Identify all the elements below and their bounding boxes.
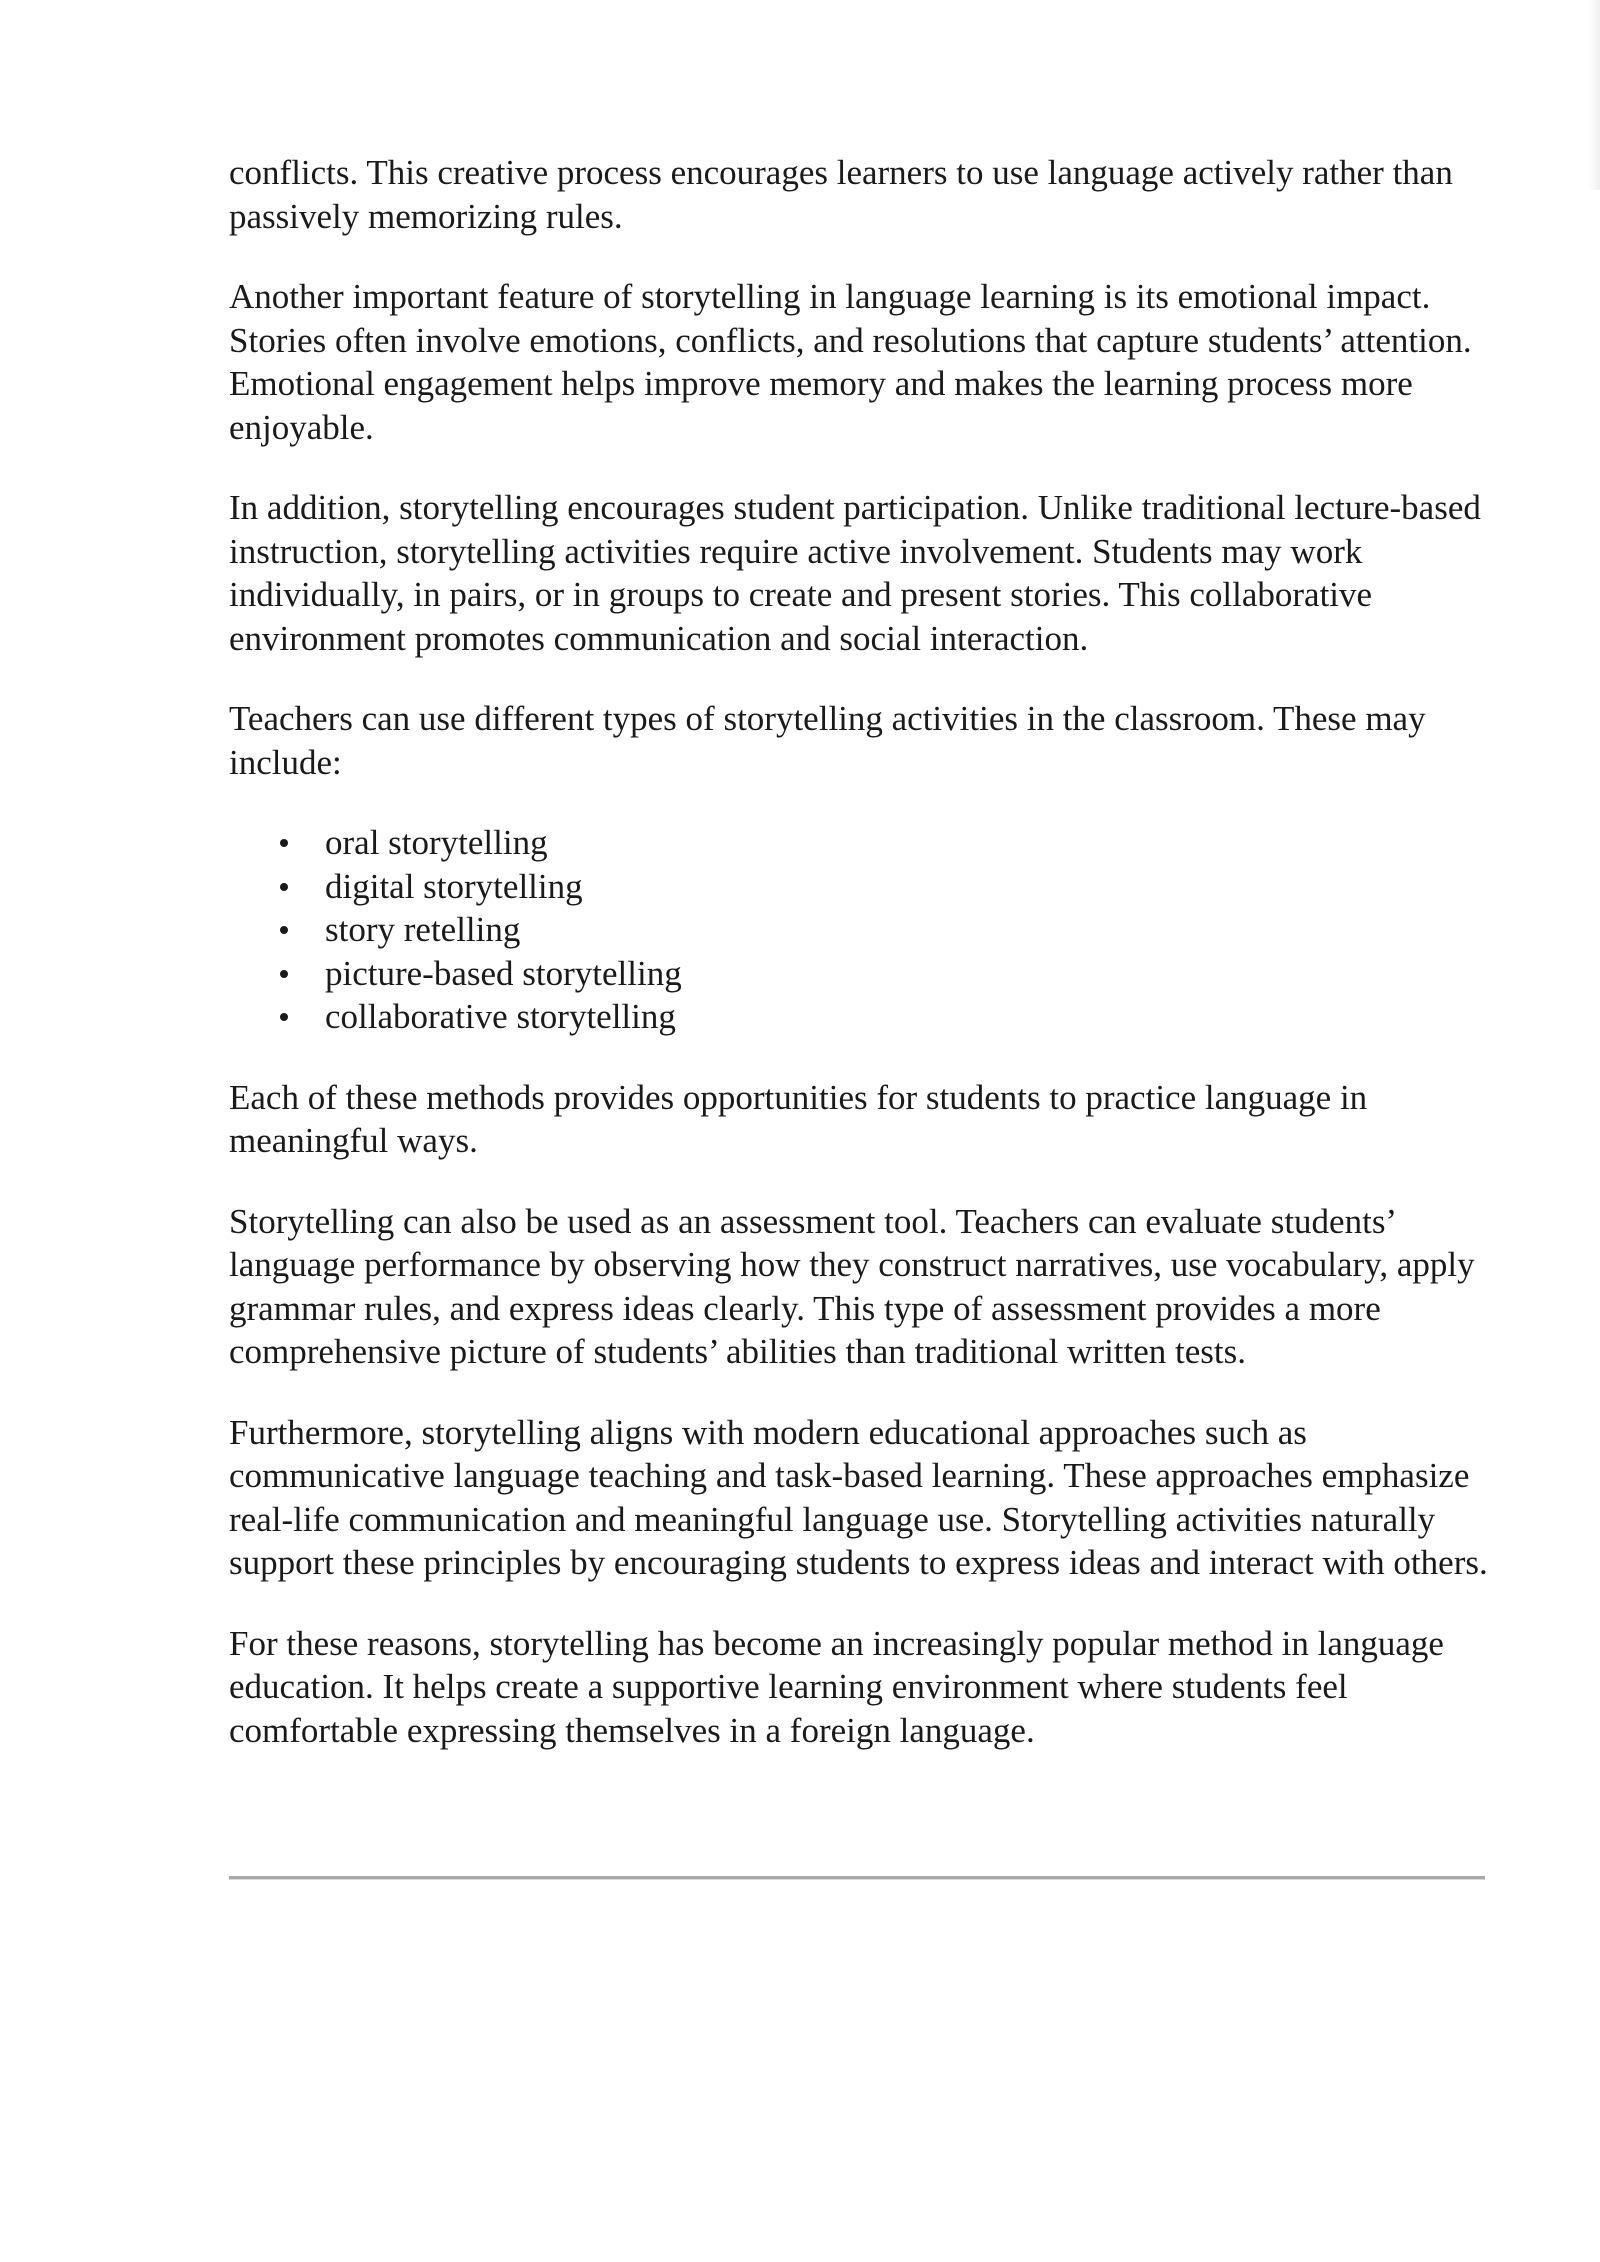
paragraph-emotional-impact: Another important feature of storytelling in language learning is its emotional impact. Stories often involve emotions, conflicts, and resolutions that capture students’ attention. Emotional engagement helps improve memory and makes the learning process more enjoyable. bbox=[229, 277, 1472, 447]
paragraph-continuation: conflicts. This creative process encourages learners to use language actively rather than passively memorizing rules. bbox=[229, 153, 1453, 236]
paragraph-conclusion: For these reasons, storytelling has become an increasingly popular method in language education. It helps create a supportive learning environment where students feel comfortable expressing themselves in a foreign language. bbox=[229, 1623, 1444, 1750]
list-item: picture-based storytelling bbox=[325, 952, 1489, 996]
paragraph-activity-types-intro: Teachers can use different types of storytelling activities in the classroom. These may include: bbox=[229, 699, 1426, 782]
paragraph-assessment-tool: Storytelling can also be used as an assessment tool. Teachers can evaluate students’ language performance by observing how they construct narratives, use vocabulary, apply grammar rules, and express ideas clearly. This type of assessment provides a more comprehensive picture of students’ abilities than traditional written tests. bbox=[229, 1201, 1475, 1371]
list-item: collaborative storytelling bbox=[325, 995, 1489, 1039]
storytelling-activity-list bbox=[229, 821, 1489, 1039]
list-item: oral storytelling bbox=[325, 821, 1489, 865]
document-body bbox=[229, 151, 1489, 1789]
list-item: story retelling bbox=[325, 908, 1489, 952]
paragraph-modern-approaches: Furthermore, storytelling aligns with modern educational approaches such as communicative language teaching and task-based learning. These approaches emphasize real-life communication and meaningful language use. Storytelling activities naturally support these principles by encouraging students to express ideas and interact with others. bbox=[229, 1412, 1488, 1582]
horizontal-rule bbox=[229, 1876, 1485, 1880]
page-edge-shadow bbox=[1588, 0, 1600, 190]
paragraph-methods-opportunities: Each of these methods provides opportunities for students to practice language in meaningful ways. bbox=[229, 1077, 1368, 1160]
list-item: digital storytelling bbox=[325, 865, 1489, 909]
paragraph-student-participation: In addition, storytelling encourages student participation. Unlike traditional lecture-based instruction, storytelling activities require active involvement. Students may work individually, in pairs, or in groups to create and present stories. This collaborative environment promotes communication and social interaction. bbox=[229, 488, 1481, 658]
